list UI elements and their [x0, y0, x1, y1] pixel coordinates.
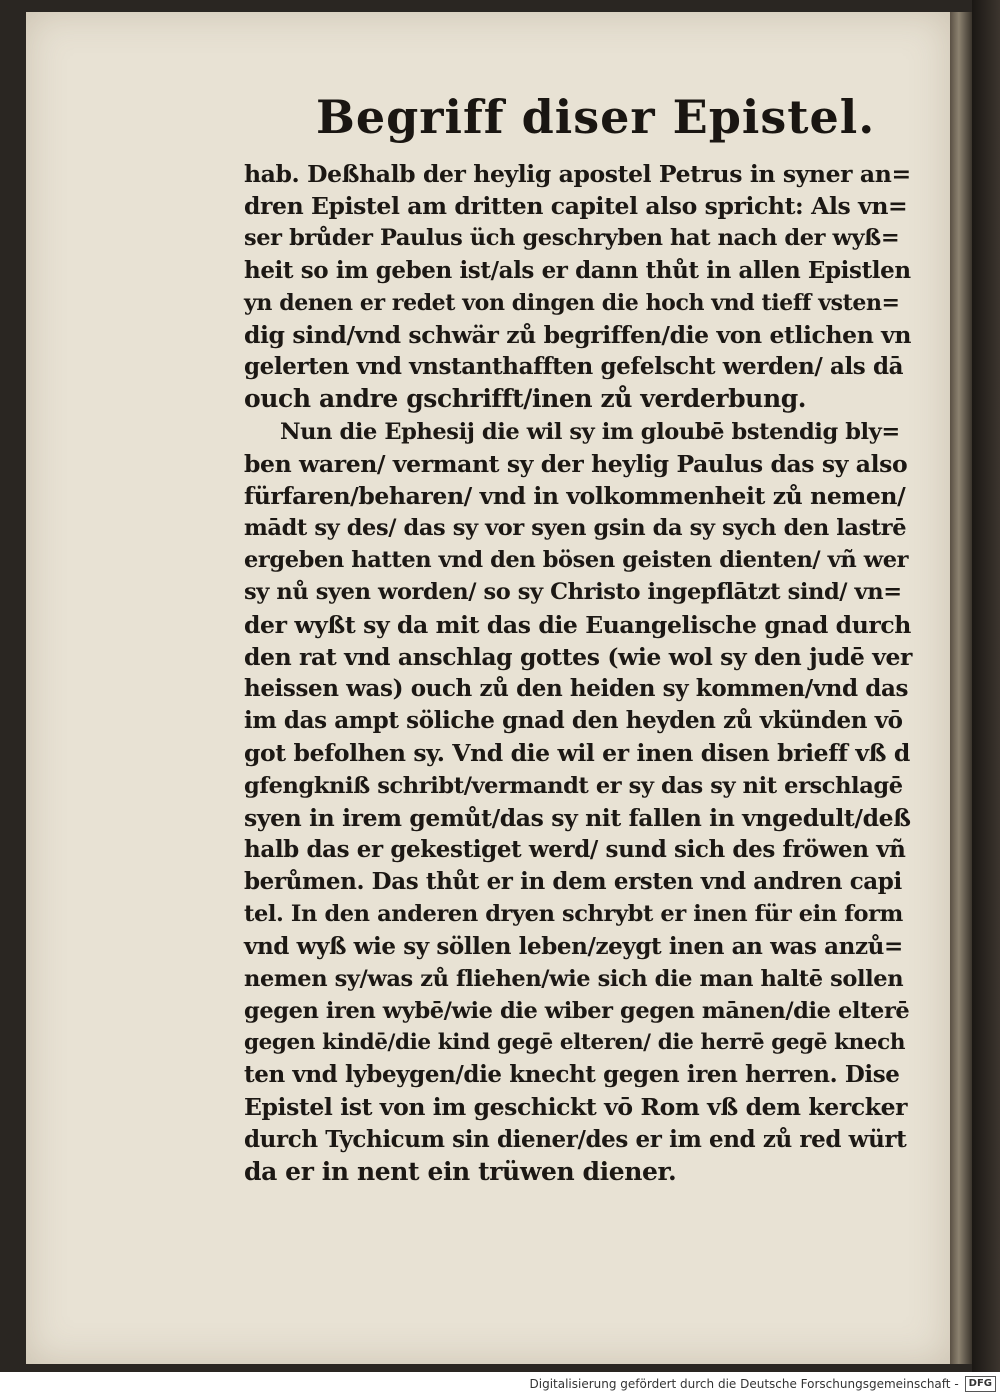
book-binding [972, 0, 1000, 1372]
text-line: ten vnd lybeygen/die knecht gegen iren herren. Dise [244, 1061, 900, 1089]
text-line: gelerten vnd vnstanthafften gefelscht werden/ als dā [244, 353, 904, 381]
text-line: ben waren/ vermant sy der heylig Paulus das sy also [244, 449, 908, 478]
text-line: fürfaren/beharen/ vnd in volkommenheit zů nemen/ [244, 481, 906, 510]
text-line: Epistel ist von im geschickt vō Rom vß dem kercker [244, 1093, 908, 1122]
page-edge [950, 12, 972, 1364]
text-line: hab. Deßhalb der heylig apostel Petrus in syner an= [244, 160, 911, 188]
text-line: heit so im geben ist/als er dann thůt in allen Epistlen [244, 256, 911, 284]
text-line: heissen was) ouch zů den heiden sy kommen/vnd das [244, 675, 908, 702]
text-line: nemen sy/was zů fliehen/wie sich die man haltē sollen [244, 965, 904, 992]
text-line: dren Epistel am dritten capitel also spricht: Als vn= [244, 192, 908, 221]
text-line: da er in nent ein trüwen diener. [244, 1156, 677, 1186]
text-line: ouch andre gschrifft/inen zů verderbung. [244, 384, 807, 414]
text-line: Nun die Ephesij die wil sy im gloubē bstendig bly= [280, 418, 900, 445]
page-heading: Begriff diser Epistel. [316, 90, 876, 144]
text-line: yn denen er redet von dingen die hoch vnd tieff vsten= [244, 289, 900, 316]
text-line: durch Tychicum sin diener/des er im end zů red würt [244, 1125, 907, 1153]
text-line: vnd wyß wie sy söllen leben/zeygt inen an was anzů= [244, 932, 903, 960]
text-line: dig sind/vnd schwär zů begriffen/die von etlichen vn [244, 320, 912, 349]
text-line: im das ampt söliche gnad den heyden zů vkünden vō [244, 707, 903, 735]
text-line: halb das er gekestiget werd/ sund sich des fröwen vñ [244, 835, 906, 863]
text-line: gegen kindē/die kind gegē elteren/ die herrē gegē knech [244, 1030, 906, 1056]
text-line: gegen iren wybē/wie die wiber gegen mānen/die elterē [244, 997, 910, 1024]
funding-credit: Digitalisierung gefördert durch die Deutsche Forschungsgemeinschaft - [529, 1376, 959, 1391]
text-line: gfengkniß schribt/vermandt er sy das sy nit erschlagē [244, 772, 903, 799]
text-line: der wyßt sy da mit das die Euangelische gnad durch [244, 610, 911, 639]
text-line: tel. In den anderen dryen schrybt er inen für ein form [244, 901, 903, 928]
text-line: ergeben hatten vnd den bösen geisten dienten/ vñ wer [244, 547, 909, 574]
text-line: syen in irem gemůt/das sy nit fallen in vngedult/deß [244, 803, 911, 832]
text-line: got befolhen sy. Vnd die wil er inen disen brieff vß d [244, 739, 910, 768]
text-line: sy nů syen worden/ so sy Christo ingepflātzt sind/ vn= [244, 579, 902, 606]
dfg-logo: DFG [965, 1376, 996, 1392]
body-text [244, 158, 912, 1188]
text-line: den rat vnd anschlag gottes (wie wol sy den judē ver [244, 642, 913, 671]
footer-bar [0, 1372, 1000, 1395]
text-line: mādt sy des/ das sy vor syen gsin da sy sych den lastrē [244, 515, 907, 542]
text-line: ser brůder Paulus üch geschryben hat nach der wyß= [244, 225, 900, 252]
text-line: berůmen. Das thůt er in dem ersten vnd andren capi [244, 868, 902, 896]
